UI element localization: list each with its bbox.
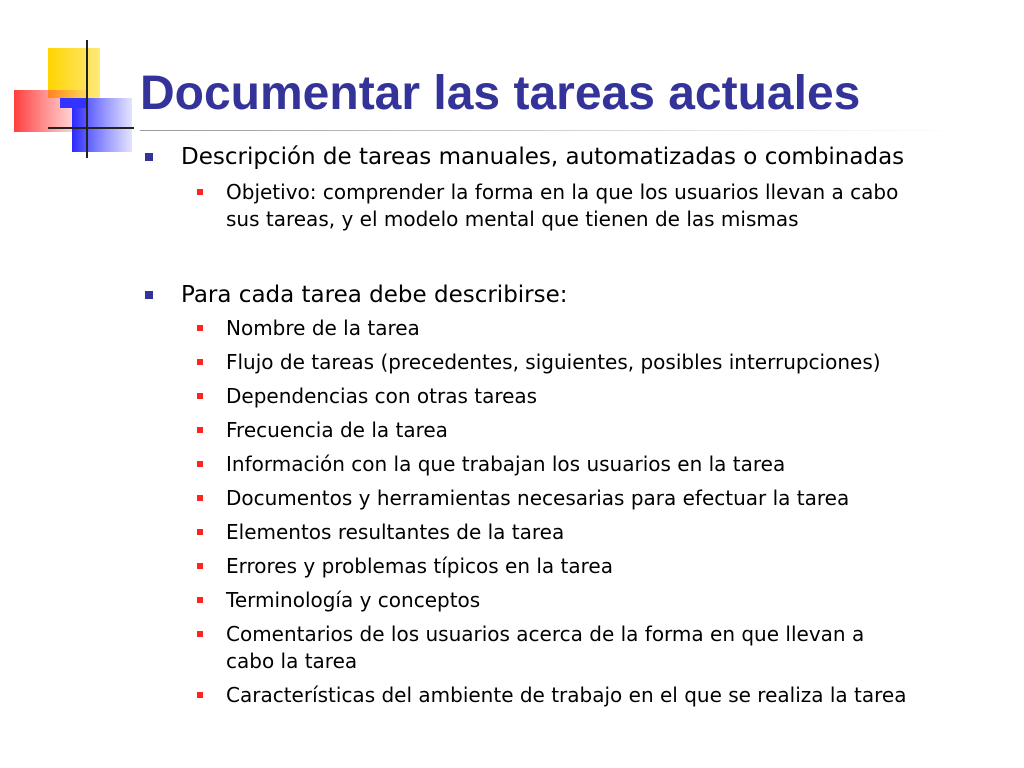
square-bullet-icon — [197, 597, 203, 603]
sub-bullet-text-line: Comentarios de los usuarios acerca de la forma en que llevan a — [226, 622, 865, 646]
square-bullet-icon — [197, 427, 203, 433]
sub-bullet-item — [226, 315, 420, 342]
sub-bullet-item — [226, 553, 613, 580]
square-bullet-icon — [197, 189, 203, 195]
sub-bullet-text-line: Errores y problemas típicos en la tarea — [226, 554, 613, 578]
square-bullet-icon — [145, 291, 153, 299]
square-bullet-icon — [145, 153, 153, 161]
square-bullet-icon — [197, 631, 203, 637]
bullet-item — [181, 281, 568, 309]
bullet-text: Para cada tarea debe describirse: — [181, 282, 568, 308]
square-bullet-icon — [197, 495, 203, 501]
square-bullet-icon — [197, 359, 203, 365]
sub-bullet-item — [226, 349, 881, 376]
sub-bullet-text-line: Características del ambiente de trabajo en el que se realiza la tarea — [226, 683, 907, 707]
sub-bullet-item — [226, 451, 785, 478]
sub-bullet-text-line: sus tareas, y el modelo mental que tienen de las mismas — [226, 207, 799, 231]
sub-bullet-text-line: Flujo de tareas (precedentes, siguientes, posibles interrupciones) — [226, 350, 881, 374]
square-bullet-icon — [197, 529, 203, 535]
square-bullet-icon — [197, 461, 203, 467]
sub-bullet-text-line: Documentos y herramientas necesarias para efectuar la tarea — [226, 486, 850, 510]
sub-bullet-text-line: Objetivo: comprender la forma en la que los usuarios llevan a cabo — [226, 180, 899, 204]
sub-bullet-text-line: cabo la tarea — [226, 649, 358, 673]
sub-bullet-text-line: Terminología y conceptos — [226, 588, 481, 612]
sub-bullet-item — [226, 179, 898, 233]
square-bullet-icon — [197, 563, 203, 569]
square-bullet-icon — [197, 692, 203, 698]
sub-bullet-item — [226, 682, 907, 709]
square-bullet-icon — [197, 325, 203, 331]
sub-bullet-item — [226, 519, 564, 546]
sub-bullet-text-line: Elementos resultantes de la tarea — [226, 520, 565, 544]
sub-bullet-item — [226, 621, 864, 675]
bullet-item — [181, 143, 904, 171]
sub-bullet-item — [226, 587, 480, 614]
slide-title: Documentar las tareas actuales — [140, 67, 861, 120]
sub-bullet-item — [226, 485, 849, 512]
sub-bullet-item — [226, 417, 448, 444]
sub-bullet-text-line: Frecuencia de la tarea — [226, 418, 448, 442]
sub-bullet-text-line: Nombre de la tarea — [226, 316, 420, 340]
square-bullet-icon — [197, 393, 203, 399]
sub-bullet-text-line: Información con la que trabajan los usuarios en la tarea — [226, 452, 786, 476]
sub-bullet-text-line: Dependencias con otras tareas — [226, 384, 538, 408]
bullet-text: Descripción de tareas manuales, automatizadas o combinadas — [181, 144, 905, 170]
sub-bullet-item — [226, 383, 537, 410]
